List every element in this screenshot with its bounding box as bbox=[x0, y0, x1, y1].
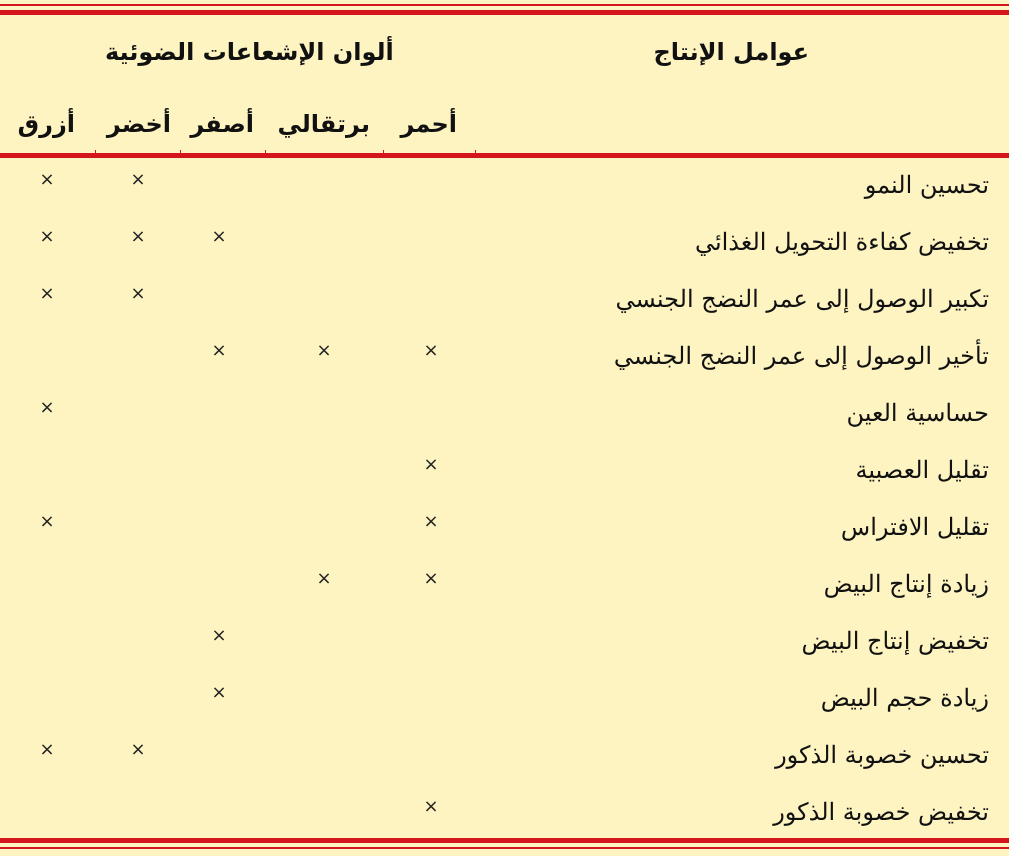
table-row bbox=[0, 387, 1009, 444]
mark-blue: × bbox=[39, 226, 55, 247]
factor-label: تخفيض خصوبة الذكور bbox=[773, 798, 989, 826]
bottom-border-thin bbox=[0, 847, 1009, 849]
header-colors: ألوان الإشعاعات الضوئية bbox=[105, 38, 394, 66]
mark-yellow: × bbox=[211, 625, 227, 646]
factor-label: تخفيض كفاءة التحويل الغذائي bbox=[694, 228, 989, 256]
bottom-border-thick bbox=[0, 838, 1009, 843]
factor-label: تحسين خصوبة الذكور bbox=[775, 741, 989, 769]
factor-label: زيادة حجم البيض bbox=[820, 684, 989, 712]
mark-orange: × bbox=[316, 568, 332, 589]
mark-blue: × bbox=[39, 283, 55, 304]
header-rule bbox=[0, 153, 1009, 158]
table-row bbox=[0, 501, 1009, 558]
mark-green: × bbox=[130, 283, 146, 304]
table-row bbox=[0, 615, 1009, 672]
header-factor: عوامل الإنتاج bbox=[653, 38, 809, 66]
header-color-orange: برتقالي bbox=[277, 110, 370, 138]
mark-green: × bbox=[130, 739, 146, 760]
factor-label: تأخير الوصول إلى عمر النضج الجنسي bbox=[613, 342, 989, 370]
factor-label: زيادة إنتاج البيض bbox=[823, 570, 989, 598]
table-row bbox=[0, 159, 1009, 216]
mark-red: × bbox=[423, 796, 439, 817]
mark-yellow: × bbox=[211, 226, 227, 247]
mark-blue: × bbox=[39, 397, 55, 418]
table-row bbox=[0, 558, 1009, 615]
mark-yellow: × bbox=[211, 682, 227, 703]
mark-yellow: × bbox=[211, 340, 227, 361]
header-color-red: أحمر bbox=[400, 110, 457, 138]
header-color-green: أخضر bbox=[106, 110, 171, 138]
mark-green: × bbox=[130, 169, 146, 190]
mark-red: × bbox=[423, 568, 439, 589]
table-row bbox=[0, 330, 1009, 387]
factor-label: تخفيض إنتاج البيض bbox=[801, 627, 989, 655]
mark-red: × bbox=[423, 511, 439, 532]
factor-label: حساسية العين bbox=[846, 399, 989, 427]
mark-red: × bbox=[423, 454, 439, 475]
table-row bbox=[0, 672, 1009, 729]
table-row bbox=[0, 444, 1009, 501]
factor-label: تكبير الوصول إلى عمر النضج الجنسي bbox=[615, 285, 989, 313]
top-border-thick bbox=[0, 10, 1009, 15]
mark-blue: × bbox=[39, 511, 55, 532]
factor-label: تحسين النمو bbox=[864, 171, 989, 199]
mark-blue: × bbox=[39, 739, 55, 760]
factor-label: تقليل الافتراس bbox=[840, 513, 989, 541]
table-row bbox=[0, 786, 1009, 843]
mark-blue: × bbox=[39, 169, 55, 190]
mark-green: × bbox=[130, 226, 146, 247]
mark-red: × bbox=[423, 340, 439, 361]
top-border-thin bbox=[0, 4, 1009, 6]
mark-orange: × bbox=[316, 340, 332, 361]
header-color-yellow: أصفر bbox=[190, 110, 254, 138]
factor-label: تقليل العصبية bbox=[855, 456, 989, 484]
table-row bbox=[0, 729, 1009, 786]
table-row bbox=[0, 273, 1009, 330]
table-row bbox=[0, 216, 1009, 273]
header-color-blue: أزرق bbox=[17, 110, 75, 138]
